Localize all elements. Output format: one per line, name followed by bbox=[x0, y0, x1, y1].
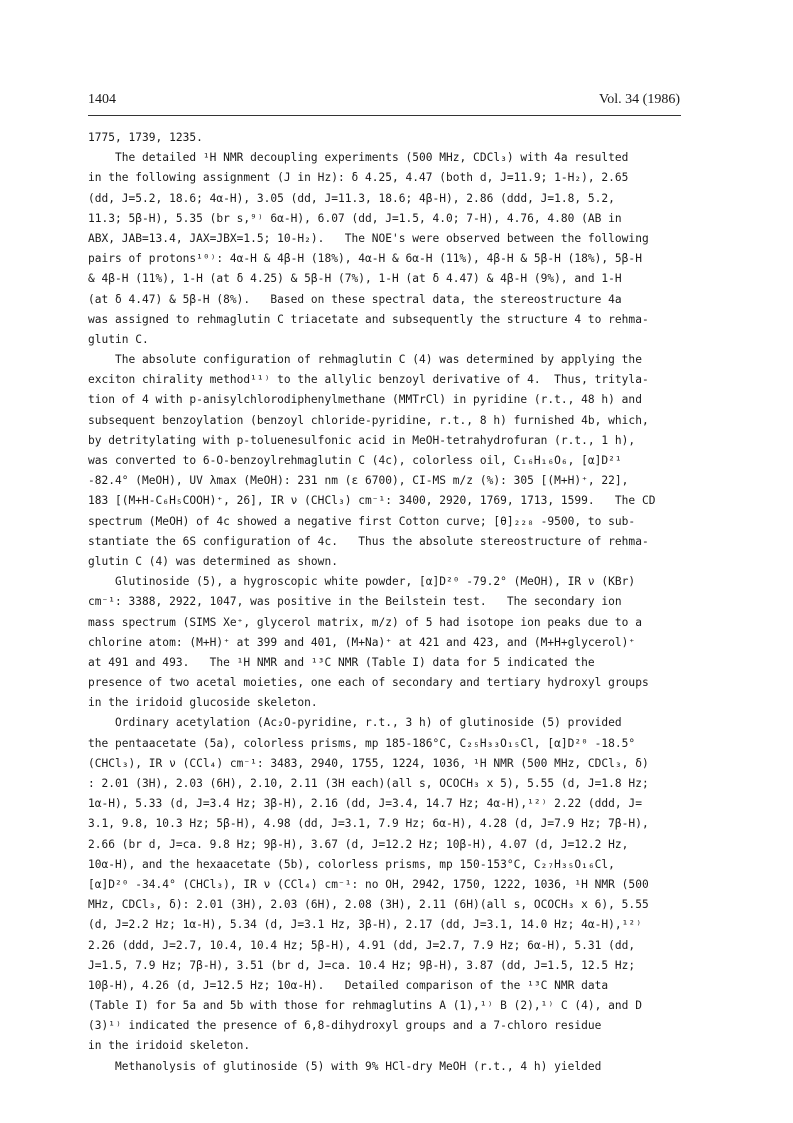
text-line: cm⁻¹: 3388, 2922, 1047, was positive in the Beilstein test. The secondary ion bbox=[88, 595, 622, 609]
text-line: 10β-H), 4.26 (d, J=12.5 Hz; 10α-H). Detailed comparison of the ¹³C NMR data bbox=[88, 978, 609, 992]
text-line: in the iridoid glucoside skeleton. bbox=[88, 696, 318, 710]
text-line: The absolute configuration of rehmaglutin C (4) was determined by applying the bbox=[88, 353, 642, 367]
text-line: (d, J=2.2 Hz; 1α-H), 5.34 (d, J=3.1 Hz, 3β-H), 2.17 (dd, J=3.1, 14.0 Hz; 4α-H),¹²⁾ bbox=[88, 918, 642, 932]
text-line: [α]D²⁰ -34.4° (CHCl₃), IR ν (CCl₄) cm⁻¹: no OH, 2942, 1750, 1222, 1036, ¹H NMR (500 bbox=[88, 877, 649, 891]
text-line: the pentaacetate (5a), colorless prisms, mp 185-186°C, C₂₅H₃₃O₁₅Cl, [α]D²⁰ -18.5° bbox=[88, 736, 636, 750]
text-line: Ordinary acetylation (Ac₂O-pyridine, r.t., 3 h) of glutinoside (5) provided bbox=[88, 716, 622, 730]
text-line: ABX, JAB=13.4, JAX=JBX=1.5; 10-H₂). The NOE's were observed between the following bbox=[88, 231, 649, 245]
text-line: (at δ 4.47) & 5β-H (8%). Based on these spectral data, the stereostructure 4a bbox=[88, 292, 622, 306]
text-line: (CHCl₃), IR ν (CCl₄) cm⁻¹: 3483, 2940, 1755, 1224, 1036, ¹H NMR (500 MHz, CDCl₃, δ) bbox=[88, 756, 649, 770]
text-line: & 4β-H (11%), 1-H (at δ 4.25) & 5β-H (7%), 1-H (at δ 4.47) & 4β-H (9%), and 1-H bbox=[88, 272, 622, 286]
text-line: pairs of protons¹⁰⁾: 4α-H & 4β-H (18%), 4α-H & 6α-H (11%), 4β-H & 5β-H (18%), 5β-H bbox=[88, 252, 642, 266]
text-line: was assigned to rehmaglutin C triacetate and subsequently the structure 4 to rehma- bbox=[88, 312, 649, 326]
text-line: exciton chirality method¹¹⁾ to the allylic benzoyl derivative of 4. Thus, trityla- bbox=[88, 373, 649, 387]
page-number: 1404 bbox=[88, 92, 116, 107]
text-line: 183 [(M+H-C₆H₅COOH)⁺, 26], IR ν (CHCl₃) cm⁻¹: 3400, 2920, 1769, 1713, 1599. The CD bbox=[88, 494, 656, 508]
text-line: 10α-H), and the hexaacetate (5b), colorless prisms, mp 150-153°C, C₂₇H₃₅O₁₆Cl, bbox=[88, 857, 615, 871]
text-line: J=1.5, 7.9 Hz; 7β-H), 3.51 (br d, J=ca. 10.4 Hz; 9β-H), 3.87 (dd, J=1.5, 12.5 Hz; bbox=[88, 958, 636, 972]
text-line: subsequent benzoylation (benzoyl chloride-pyridine, r.t., 8 h) furnished 4b, which, bbox=[88, 413, 649, 427]
text-line: in the following assignment (J in Hz): δ 4.25, 4.47 (both d, J=11.9; 1-H₂), 2.65 bbox=[88, 171, 629, 185]
text-line: in the iridoid skeleton. bbox=[88, 1039, 251, 1053]
text-line: (dd, J=5.2, 18.6; 4α-H), 3.05 (dd, J=11.3, 18.6; 4β-H), 2.86 (ddd, J=1.8, 5.2, bbox=[88, 191, 615, 205]
text-line: 1α-H), 5.33 (d, J=3.4 Hz; 3β-H), 2.16 (dd, J=3.4, 14.7 Hz; 4α-H),¹²⁾ 2.22 (ddd, J= bbox=[88, 797, 642, 811]
text-line: mass spectrum (SIMS Xe⁺, glycerol matrix, m/z) of 5 had isotope ion peaks due to a bbox=[88, 615, 642, 629]
text-line: presence of two acetal moieties, one each of secondary and tertiary hydroxyl groups bbox=[88, 676, 649, 690]
text-line: 1775, 1739, 1235. bbox=[88, 131, 203, 144]
text-line: 2.66 (br d, J=ca. 9.8 Hz; 9β-H), 3.67 (d, J=12.2 Hz; 10β-H), 4.07 (d, J=12.2 Hz, bbox=[88, 837, 629, 851]
text-line: Glutinoside (5), a hygroscopic white powder, [α]D²⁰ -79.2° (MeOH), IR ν (KBr) bbox=[88, 575, 636, 589]
text-line: MHz, CDCl₃, δ): 2.01 (3H), 2.03 (6H), 2.08 (3H), 2.11 (6H)(all s, OCOCH₃ x 6), 5.55 bbox=[88, 898, 649, 912]
text-line: The detailed ¹H NMR decoupling experiments (500 MHz, CDCl₃) with 4a resulted bbox=[88, 151, 629, 165]
page-header bbox=[0, 0, 793, 120]
text-line: glutin C. bbox=[88, 332, 149, 346]
text-line: 3.1, 9.8, 10.3 Hz; 5β-H), 4.98 (dd, J=3.1, 7.9 Hz; 6α-H), 4.28 (d, J=7.9 Hz; 7β-H), bbox=[88, 817, 649, 831]
text-line: 11.3; 5β-H), 5.35 (br s,⁹⁾ 6α-H), 6.07 (dd, J=1.5, 4.0; 7-H), 4.76, 4.80 (AB in bbox=[88, 211, 622, 225]
text-line: tion of 4 with p-anisylchlorodiphenylmethane (MMTrCl) in pyridine (r.t., 48 h) and bbox=[88, 393, 642, 407]
text-line: : 2.01 (3H), 2.03 (6H), 2.10, 2.11 (3H each)(all s, OCOCH₃ x 5), 5.55 (d, J=1.8 Hz; bbox=[88, 777, 649, 790]
body-text bbox=[88, 128, 693, 1077]
text-line: was converted to 6-O-benzoylrehmaglutin C (4c), colorless oil, C₁₆H₁₆O₆, [α]D²¹ bbox=[88, 454, 622, 467]
journal-volume: Vol. 34 (1986) bbox=[598, 92, 680, 107]
text-line: stantiate the 6S configuration of 4c. Thus the absolute stereostructure of rehma- bbox=[88, 534, 649, 548]
text-line: (3)¹⁾ indicated the presence of 6,8-dihydroxyl groups and a 7-chloro residue bbox=[88, 1019, 602, 1033]
header-rule bbox=[88, 115, 681, 116]
text-line: glutin C (4) was determined as shown. bbox=[88, 554, 338, 568]
text-line: (Table I) for 5a and 5b with those for rehmaglutins A (1),¹⁾ B (2),¹⁾ C (4), and D bbox=[88, 999, 642, 1013]
text-line: by detritylating with p-toluenesulfonic acid in MeOH-tetrahydrofuran (r.t., 1 h), bbox=[88, 433, 636, 447]
text-line: chlorine atom: (M+H)⁺ at 399 and 401, (M+Na)⁺ at 421 and 423, and (M+H+glycerol)⁺ bbox=[88, 635, 636, 649]
text-line: -82.4° (MeOH), UV λmax (MeOH): 231 nm (ε 6700), CI-MS m/z (%): 305 [(M+H)⁺, 22], bbox=[88, 474, 629, 488]
text-line: 2.26 (ddd, J=2.7, 10.4, 10.4 Hz; 5β-H), 4.91 (dd, J=2.7, 7.9 Hz; 6α-H), 5.31 (dd, bbox=[88, 938, 636, 952]
text-line: at 491 and 493. The ¹H NMR and ¹³C NMR (Table I) data for 5 indicated the bbox=[88, 655, 595, 669]
text-line: spectrum (MeOH) of 4c showed a negative first Cotton curve; [θ]₂₂₈ -9500, to sub- bbox=[88, 514, 636, 528]
text-line: Methanolysis of glutinoside (5) with 9% HCl-dry MeOH (r.t., 4 h) yielded bbox=[88, 1059, 602, 1073]
